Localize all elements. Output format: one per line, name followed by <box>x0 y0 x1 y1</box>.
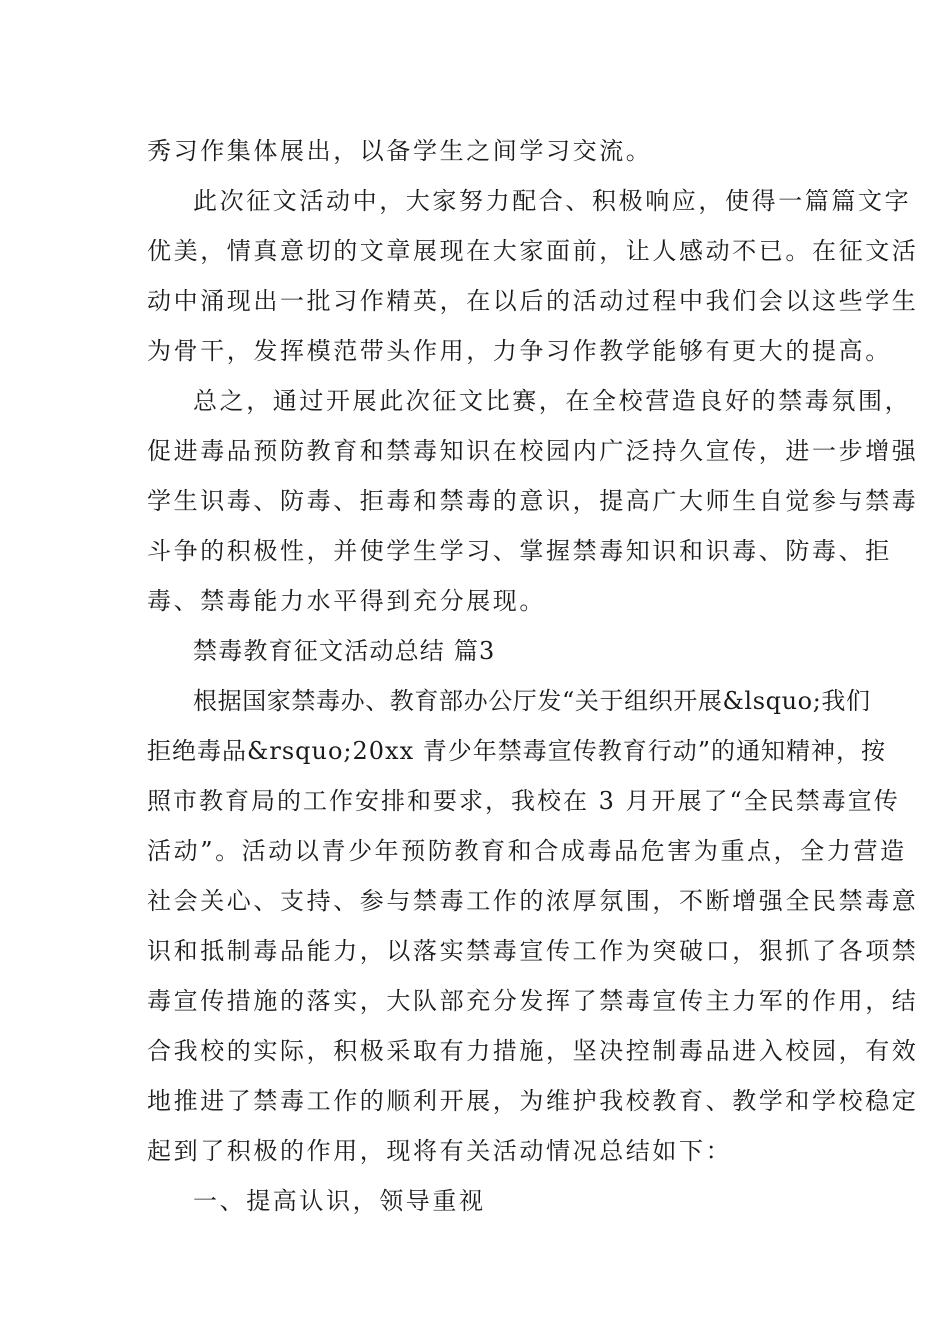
paragraph-start-line: 根据国家禁毒办、教育部办公厅发“关于组织开展&lsquo;我们 <box>193 687 871 715</box>
text-line: 促进毒品预防教育和禁毒知识在校园内广泛持久宣传，进一步增强 <box>147 437 919 465</box>
text-line: 合我校的实际，积极采取有力措施，坚决控制毒品进入校园，有效 <box>147 1037 919 1065</box>
paragraph-start-line: 此次征文活动中，大家努力配合、积极响应，使得一篇篇文字 <box>193 187 912 215</box>
text-line: 斗争的积极性，并使学生学习、掌握禁毒知识和识毒、防毒、拒 <box>147 537 892 565</box>
text-line: 毒宣传措施的落实，大队部充分发挥了禁毒宣传主力军的作用，结 <box>147 987 919 1015</box>
text-line: 拒绝毒品&rsquo;20xx 青少年禁毒宣传教育行动”的通知精神，按 <box>147 737 887 765</box>
section-heading: 禁毒教育征文活动总结 篇3 <box>193 637 496 665</box>
paragraph-start-line: 总之，通过开展此次征文比赛，在全校营造良好的禁毒氛围， <box>193 387 912 415</box>
text-line: 识和抵制毒品能力，以落实禁毒宣传工作为突破口，狠抓了各项禁 <box>147 937 919 965</box>
text-line: 学生识毒、防毒、拒毒和禁毒的意识，提高广大师生自觉参与禁毒 <box>147 487 919 515</box>
text-line: 秀习作集体展出，以备学生之间学习交流。 <box>147 137 653 165</box>
text-line: 活动”。活动以青少年预防教育和合成毒品危害为重点，全力营造 <box>147 837 907 865</box>
text-line: 优美，情真意切的文章展现在大家面前，让人感动不已。在征文活 <box>147 237 919 265</box>
text-line: 为骨干，发挥模范带头作用，力争习作教学能够有更大的提高。 <box>147 337 892 365</box>
text-line: 照市教育局的工作安排和要求，我校在 3 月开展了“全民禁毒宣传 <box>147 787 900 815</box>
text-line: 地推进了禁毒工作的顺利开展，为维护我校教育、教学和学校稳定 <box>147 1087 919 1115</box>
text-line: 起到了积极的作用，现将有关活动情况总结如下： <box>147 1137 733 1165</box>
section-heading: 一、提高认识，领导重视 <box>193 1187 486 1215</box>
text-line: 动中涌现出一批习作精英，在以后的活动过程中我们会以这些学生 <box>147 287 919 315</box>
text-line: 毒、禁毒能力水平得到充分展现。 <box>147 587 546 615</box>
text-line: 社会关心、支持、参与禁毒工作的浓厚氛围，不断增强全民禁毒意 <box>147 887 919 915</box>
